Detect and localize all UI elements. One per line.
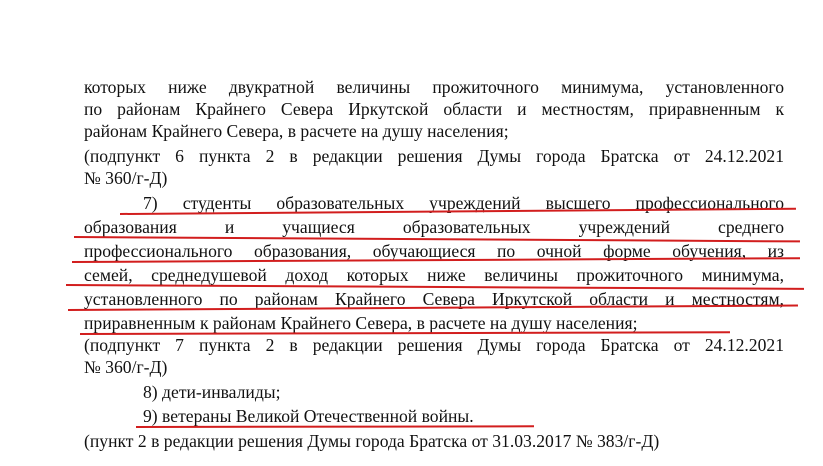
item-7-line: профессионального образования, обучающиеся по очной форме обучения, из (84, 241, 784, 261)
item-9-line: 9) ветераны Великой Отечественной войны. (143, 406, 474, 426)
red-underline (136, 425, 534, 428)
paragraph-line: районам Крайнего Севера, в расчете на душу населения; (84, 121, 509, 141)
amendment-note-line: № 360/г-Д) (84, 357, 168, 377)
item-7-line: 7) студенты образовательных учреждений высшего профессионального (143, 193, 784, 213)
amendment-note-line: (подпункт 6 пункта 2 в редакции решения Думы города Братска от 24.12.2021 (84, 146, 784, 166)
amendment-note-line: (подпункт 7 пункта 2 в редакции решения Думы города Братска от 24.12.2021 (84, 335, 784, 355)
item-7-line: семей, среднедушевой доход которых ниже величины прожиточного минимума, (84, 265, 784, 285)
item-7-line: образования и учащиеся образовательных учреждений среднего (84, 217, 784, 237)
paragraph-line: по районам Крайнего Севера Иркутской области и местностям, приравненным к (84, 99, 784, 119)
amendment-note-line: № 360/г-Д) (84, 168, 168, 188)
item-8-line: 8) дети-инвалиды; (143, 382, 281, 402)
item-7-line: приравненным к районам Крайнего Севера, в расчете на душу населения; (84, 313, 638, 333)
amendment-note-line: (пункт 2 в редакции решения Думы города Братска от 31.03.2017 № 383/г-Д) (84, 431, 660, 451)
paragraph-line: которых ниже двукратной величины прожиточного минимума, установленного (84, 77, 784, 97)
item-7-line: установленного по районам Крайнего Севера Иркутской области и местностям, (84, 289, 784, 309)
